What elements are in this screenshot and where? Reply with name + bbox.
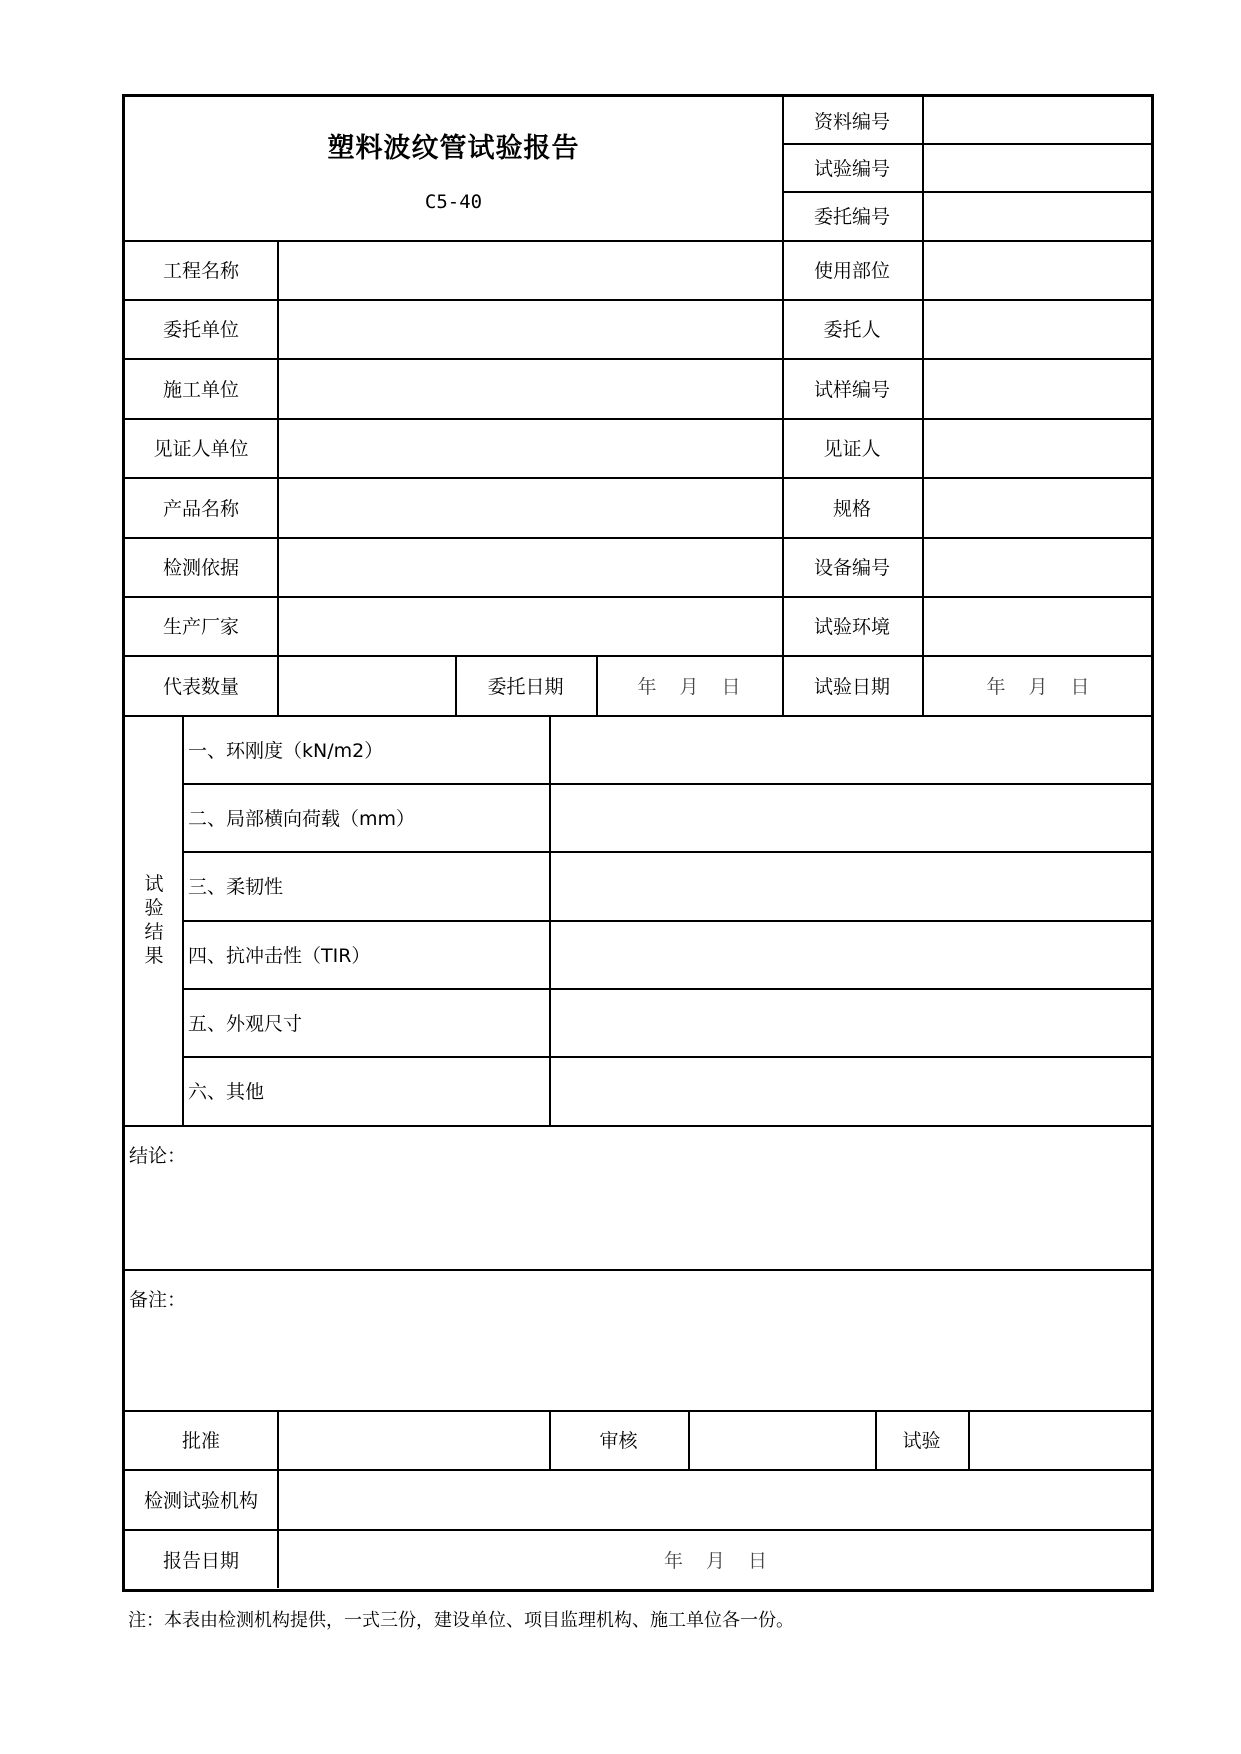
label-quantity: 代表数量 [162,675,239,698]
report-form [122,94,1154,1592]
label-approve: 批准 [181,1430,220,1452]
value-product-name[interactable] [279,477,782,537]
label-witness-unit: 见证人单位 [153,438,249,460]
label-sample-no: 试样编号 [813,378,890,401]
result-item-flexibility: 三、柔韧性 [188,876,284,898]
label-test-environment: 试验环境 [813,616,890,638]
footnote: 注：本表由检测机构提供，一式三份，建设单位、项目监理机构、施工单位各一份。 [128,1610,794,1631]
result-item-other: 六、其他 [188,1081,265,1103]
label-entrust-date: 委托日期 [487,675,564,698]
value-quantity[interactable] [279,655,455,715]
value-test-date[interactable]: 年 月 日 [986,675,1092,698]
result-value-ring-stiffness[interactable] [551,715,1154,783]
value-report-date[interactable]: 年 月 日 [663,1549,769,1572]
meta-label-doc-no: 资料编号 [813,110,890,133]
label-usage-location: 使用部位 [813,260,890,282]
result-item-ring-stiffness: 一、环刚度（kN/m2） [188,739,384,762]
value-institution[interactable] [279,1469,1154,1529]
page-title: 塑料波纹管试验报告 [327,132,580,164]
label-equipment-no: 设备编号 [813,557,890,579]
remarks-field[interactable]: 备注： [129,1289,187,1311]
meta-value-entrust-no[interactable] [924,191,1154,240]
value-construction-unit[interactable] [279,358,782,418]
value-witness-unit[interactable] [279,418,782,477]
value-test-basis[interactable] [279,537,782,596]
label-product-name: 产品名称 [162,497,239,520]
meta-label-entrust-no: 委托编号 [813,206,890,228]
result-value-impact[interactable] [551,920,1154,988]
value-sample-no[interactable] [924,358,1154,418]
label-test-date: 试验日期 [813,675,890,698]
value-test-environment[interactable] [924,596,1154,655]
conclusion-field[interactable]: 结论： [129,1145,187,1167]
results-side-label: 试 验 结 果 [144,873,164,967]
label-institution: 检测试验机构 [143,1489,258,1512]
label-project-name: 工程名称 [162,260,239,282]
result-value-flexibility[interactable] [551,851,1154,920]
result-item-impact: 四、抗冲击性（TIR） [188,944,371,967]
label-witness: 见证人 [823,438,881,460]
result-value-appearance[interactable] [551,988,1154,1056]
value-witness[interactable] [924,418,1154,477]
value-approve[interactable] [279,1410,549,1469]
value-specification[interactable] [924,477,1154,537]
value-usage-location[interactable] [924,240,1154,299]
value-client-unit[interactable] [279,299,782,358]
result-item-appearance: 五、外观尺寸 [188,1012,303,1035]
result-value-other[interactable] [551,1056,1154,1125]
label-construction-unit: 施工单位 [162,378,239,401]
value-test[interactable] [970,1410,1154,1469]
label-test-basis: 检测依据 [162,557,239,579]
meta-value-test-no[interactable] [924,143,1154,191]
result-value-local-load[interactable] [551,783,1154,851]
meta-value-doc-no[interactable] [924,97,1154,143]
label-test: 试验 [902,1430,941,1452]
value-manufacturer[interactable] [279,596,782,655]
label-client: 委托人 [823,319,881,341]
label-review: 审核 [599,1430,638,1452]
value-equipment-no[interactable] [924,537,1154,596]
value-project-name[interactable] [279,240,782,299]
form-code: C5-40 [424,191,483,213]
result-item-local-load: 二、局部横向荷载（mm） [188,807,416,830]
label-report-date: 报告日期 [162,1549,239,1572]
label-manufacturer: 生产厂家 [162,616,239,638]
label-specification: 规格 [832,497,871,520]
meta-label-test-no: 试验编号 [813,157,890,180]
value-entrust-date[interactable]: 年 月 日 [637,675,743,698]
label-client-unit: 委托单位 [162,319,239,341]
value-review[interactable] [690,1410,875,1469]
value-client[interactable] [924,299,1154,358]
